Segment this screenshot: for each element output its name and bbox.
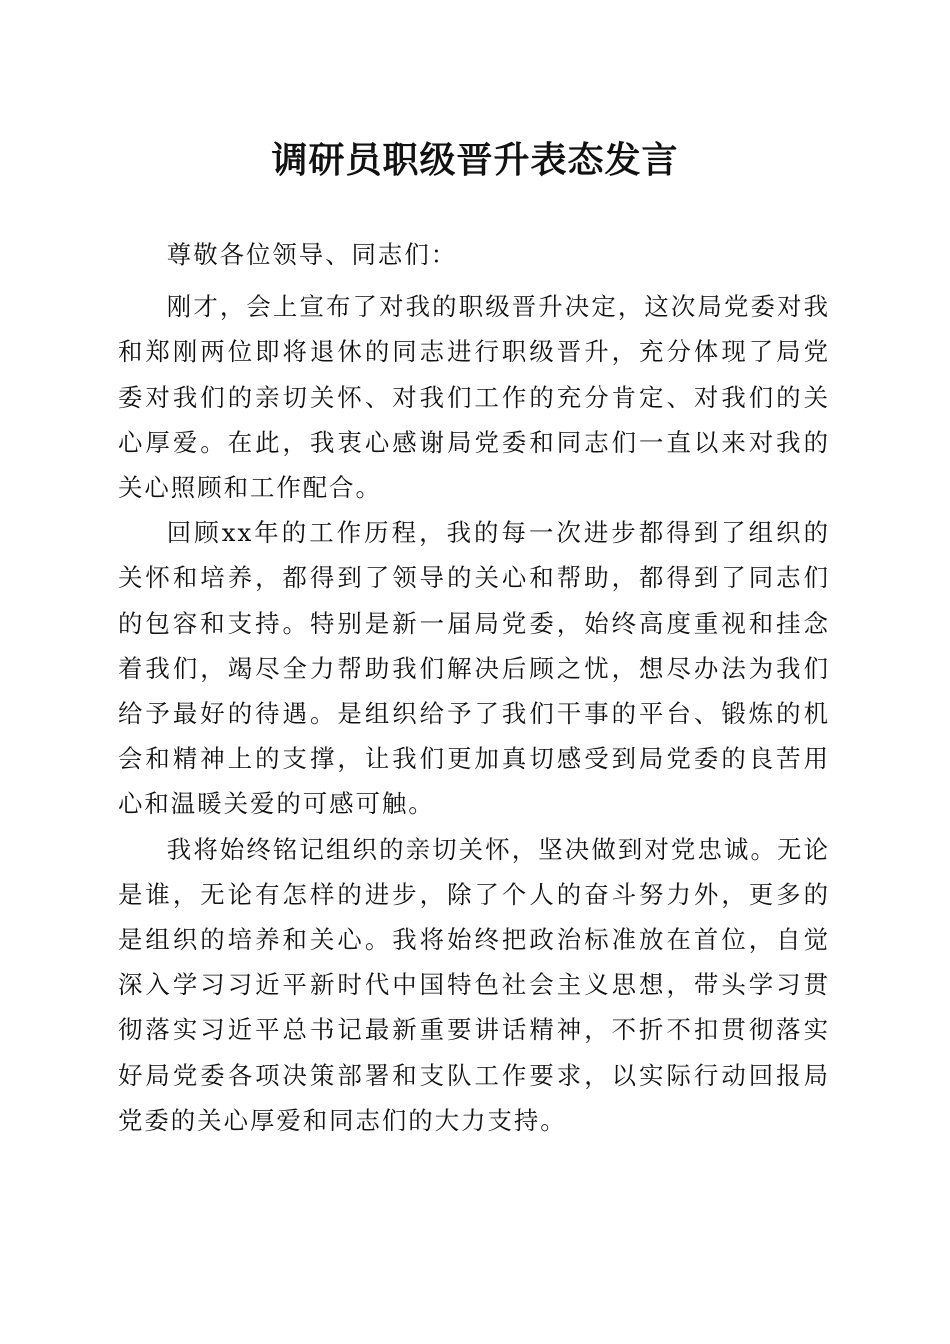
document-title: 调研员职级晋升表态发言 [271, 139, 679, 181]
paragraph-2: 回顾xx年的工作历程，我的每一次进步都得到了组织的关怀和培养，都得到了领导的关心和帮助，都得到了同志们的包容和支持。特别是新一届局党委，始终高度重视和挂念着我们，竭尽全力帮助我们解决后顾之忧，想尽办法为我们给予最好的待遇。是组织给予了我们干事的平台、锻炼的机会和精神上的支撑，让我们更加真切感受到局党委的良苦用心和温暖关爱的可感可触。 [118, 518, 830, 819]
salutation: 尊敬各位领导、同志们： [166, 240, 458, 269]
document-body [118, 232, 830, 1143]
paragraph-1: 刚才，会上宣布了对我的职级晋升决定，这次局党委对我和郑刚两位即将退休的同志进行职级晋升，充分体现了局党委对我们的亲切关怀、对我们工作的充分肯定、对我们的关心厚爱。在此，我衷心感谢局党委和同志们一直以来对我的关心照顾和工作配合。 [118, 292, 830, 503]
paragraph-3: 我将始终铭记组织的亲切关怀，坚决做到对党忠诚。无论是谁，无论有怎样的进步，除了个人的奋斗努力外，更多的是组织的培养和关心。我将始终把政治标准放在首位，自觉深入学习习近平新时代中国特色社会主义思想，带头学习贯彻落实习近平总书记最新重要讲话精神，不折不扣贯彻落实好局党委各项决策部署和支队工作要求，以实际行动回报局党委的关心厚爱和同志们的大力支持。 [118, 834, 830, 1135]
